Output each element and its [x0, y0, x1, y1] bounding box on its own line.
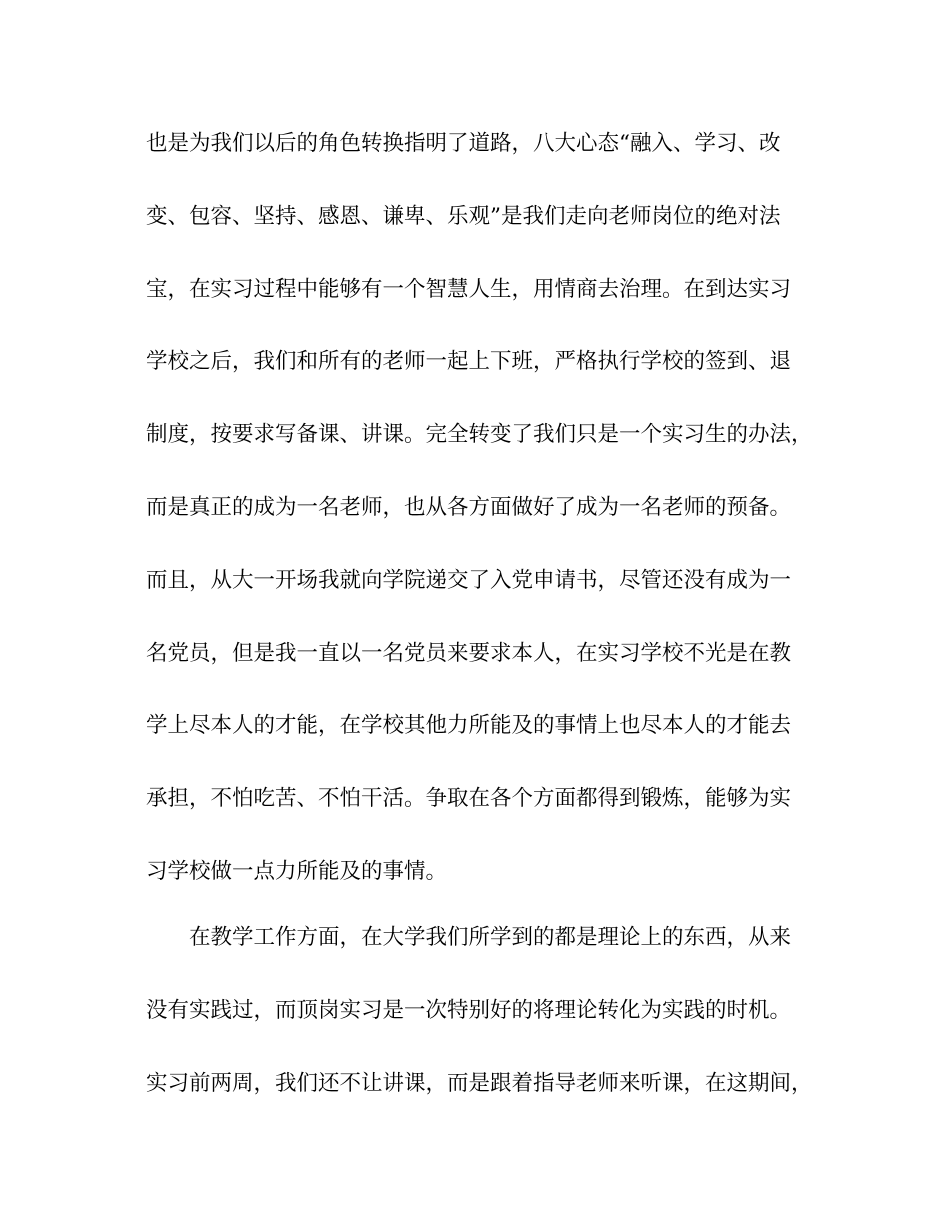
text-line-1: 也是为我们以后的角色转换指明了道路，八大心态“融入、学习、改	[146, 131, 781, 156]
text-line-13: 没有实践过，而顶岗实习是一次特别好的将理论转化为实践的时机。	[146, 997, 792, 1023]
text-line-11: 习学校做一点力所能及的事情。	[146, 858, 448, 884]
text-line-7: 而且，从大一开场我就向学院递交了入党申请书，尽管还没有成为一	[146, 567, 792, 593]
text-line-14: 实习前两周，我们还不让讲课，而是跟着指导老师来听课，在这期间，	[146, 1070, 813, 1096]
text-line-9: 学上尽本人的才能，在学校其他力所能及的事情上也尽本人的才能去	[146, 713, 792, 739]
text-line-8: 名党员，但是我一直以一名党员来要求本人，在实习学校不光是在教	[146, 640, 792, 666]
text-line-3: 宝，在实习过程中能够有一个智慧人生，用情商去治理。在到达实习	[146, 276, 792, 302]
text-line-10: 承担，不怕吃苦、不怕干活。争取在各个方面都得到锻炼，能够为实	[146, 786, 792, 812]
paragraph-start-line: 在教学工作方面，在大学我们所学到的都是理论上的东西，从来	[189, 924, 792, 950]
text-line-5: 制度，按要求写备课、讲课。完全转变了我们只是一个实习生的办法，	[146, 422, 813, 448]
text-line-2: 变、包容、坚持、感恩、谦卑、乐观”是我们走向老师岗位的绝对法	[146, 203, 781, 229]
text-line-6: 而是真正的成为一名老师，也从各方面做好了成为一名老师的预备。	[146, 494, 792, 520]
body-text	[146, 124, 813, 1136]
text-line-4: 学校之后，我们和所有的老师一起上下班，严格执行学校的签到、退	[146, 349, 792, 375]
